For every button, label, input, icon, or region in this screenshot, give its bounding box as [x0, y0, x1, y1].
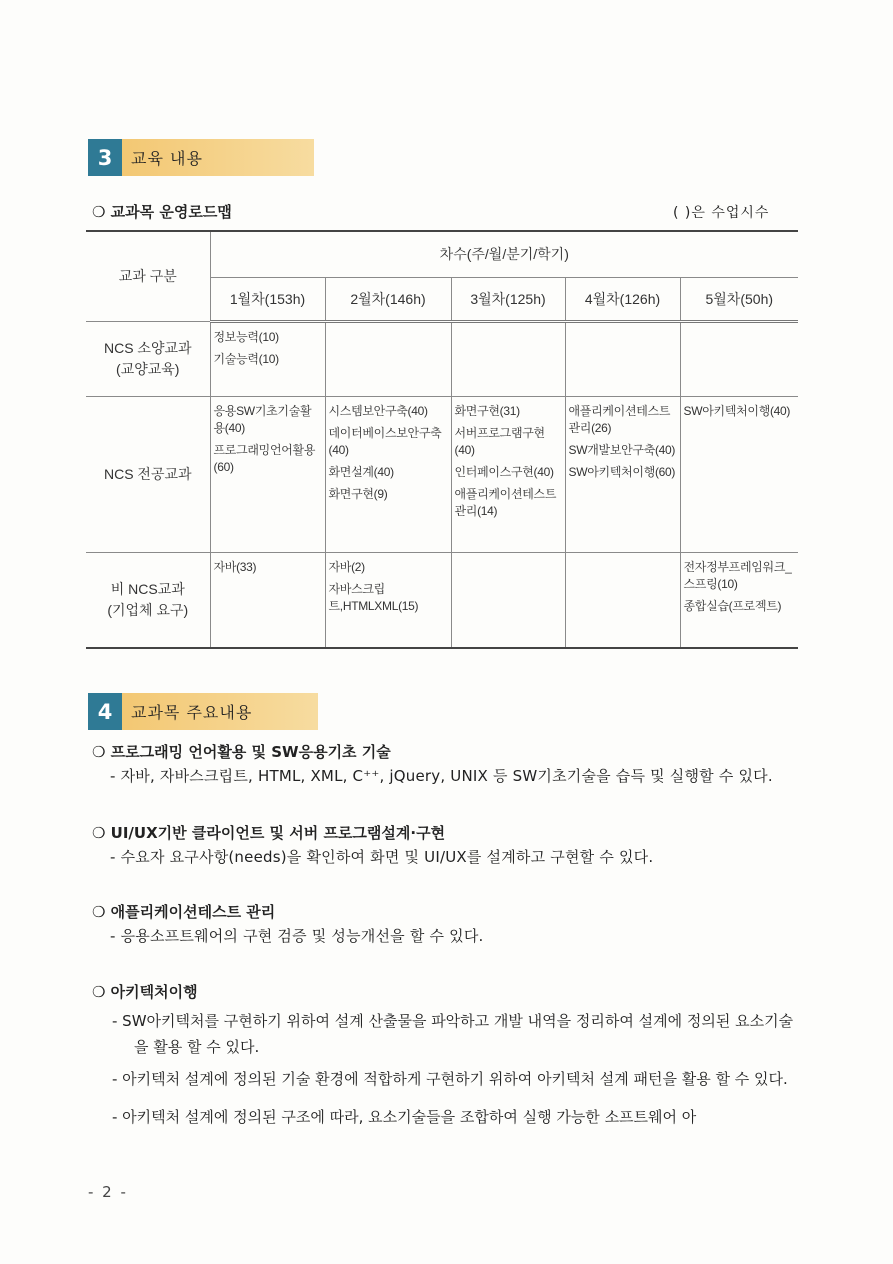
section-3-number: 3 [88, 139, 122, 176]
month-header-5: 5월차(50h) [680, 277, 798, 321]
table-cell: 화면구현(31) 서버프로그램구현(40) 인터페이스구현(40) 애플리케이션테스트관리(14) [451, 396, 565, 552]
content-item [92, 822, 812, 867]
table-cell [325, 321, 451, 396]
table-cell: 시스템보안구축(40) 데이터베이스보안구축(40) 화면설계(40) 화면구현(9) [325, 396, 451, 552]
table-cell: 정보능력(10) 기술능력(10) [210, 321, 325, 396]
month-header-3: 3월차(125h) [451, 277, 565, 321]
table-cell: 응용SW기초기술활용(40) 프로그래밍언어활용(60) [210, 396, 325, 552]
table-cell: 전자정부프레임워크_스프링(10) 종합실습(프로젝트) [680, 552, 798, 648]
table-cell: 자바(2) 자바스크립트,HTMLXML(15) [325, 552, 451, 648]
content-item [92, 741, 812, 786]
row-label-ncs-major: NCS 전공교과 [86, 396, 210, 552]
content-line: - 자바, 자바스크립트, HTML, XML, C⁺⁺, jQuery, UNIX 등 SW기초기술을 습득 및 실행할 수 있다. [110, 767, 773, 785]
content-line: - 수요자 요구사항(needs)을 확인하여 화면 및 UI/UX를 설계하고 구현할 수 있다. [110, 848, 654, 866]
page-number: - 2 - [88, 1183, 128, 1201]
table-cell [451, 321, 565, 396]
content-title: ❍ 아키텍처이행 [92, 983, 198, 1001]
section-4-title: 교과목 주요내용 [131, 703, 253, 722]
content-line: - 아키텍처 설계에 정의된 기술 환경에 적합하게 구현하기 위하여 아키텍처 설계 패턴을 활용 할 수 있다. [112, 1070, 788, 1088]
month-header-2: 2월차(146h) [325, 277, 451, 321]
section-3-header [88, 139, 314, 176]
content-line: - 응용소프트웨어의 구현 검증 및 성능개선을 할 수 있다. [110, 927, 484, 945]
row-label-ncs-basic: NCS 소양교과 (교양교육) [86, 321, 210, 396]
section-4-header [88, 693, 318, 730]
table-cell [451, 552, 565, 648]
content-item [92, 981, 807, 1130]
table-header-row-1 [86, 231, 798, 277]
month-header-1: 1월차(153h) [210, 277, 325, 321]
table-row [86, 552, 798, 648]
content-title: ❍ UI/UX기반 클라이언트 및 서버 프로그램설계·구현 [92, 824, 446, 842]
table-cell [680, 321, 798, 396]
table-row [86, 396, 798, 552]
row-label-non-ncs: 비 NCS교과 (기업체 요구) [86, 552, 210, 648]
table-cell [565, 321, 680, 396]
content-item [92, 901, 812, 946]
content-line: - SW아키텍처를 구현하기 위하여 설계 산출물을 파악하고 개발 내역을 정리하여 설계에 정의된 요소기술을 활용 할 수 있다. [112, 1012, 794, 1056]
section-3-title: 교육 내용 [131, 149, 203, 168]
roadmap-title: ❍ 교과목 운영로드맵 [92, 203, 232, 221]
table-cell: SW아키텍처이행(40) [680, 396, 798, 552]
content-line: - 아키텍처 설계에 정의된 구조에 따라, 요소기술들을 조합하여 실행 가능한 소프트웨어 아 [112, 1108, 697, 1126]
corner-header: 교과 구분 [86, 231, 210, 321]
period-header: 차수(주/월/분기/학기) [210, 231, 798, 277]
roadmap-table [86, 230, 798, 649]
table-cell [565, 552, 680, 648]
table-row [86, 321, 798, 396]
table-cell: 자바(33) [210, 552, 325, 648]
roadmap-note: ( )은 수업시수 [673, 205, 770, 221]
table-cell: 애플리케이션테스트관리(26) SW개발보안구축(40) SW아키텍처이행(60) [565, 396, 680, 552]
section-4-number: 4 [88, 693, 122, 730]
month-header-4: 4월차(126h) [565, 277, 680, 321]
content-title: ❍ 애플리케이션테스트 관리 [92, 903, 276, 921]
content-title: ❍ 프로그래밍 언어활용 및 SW응용기초 기술 [92, 743, 391, 761]
